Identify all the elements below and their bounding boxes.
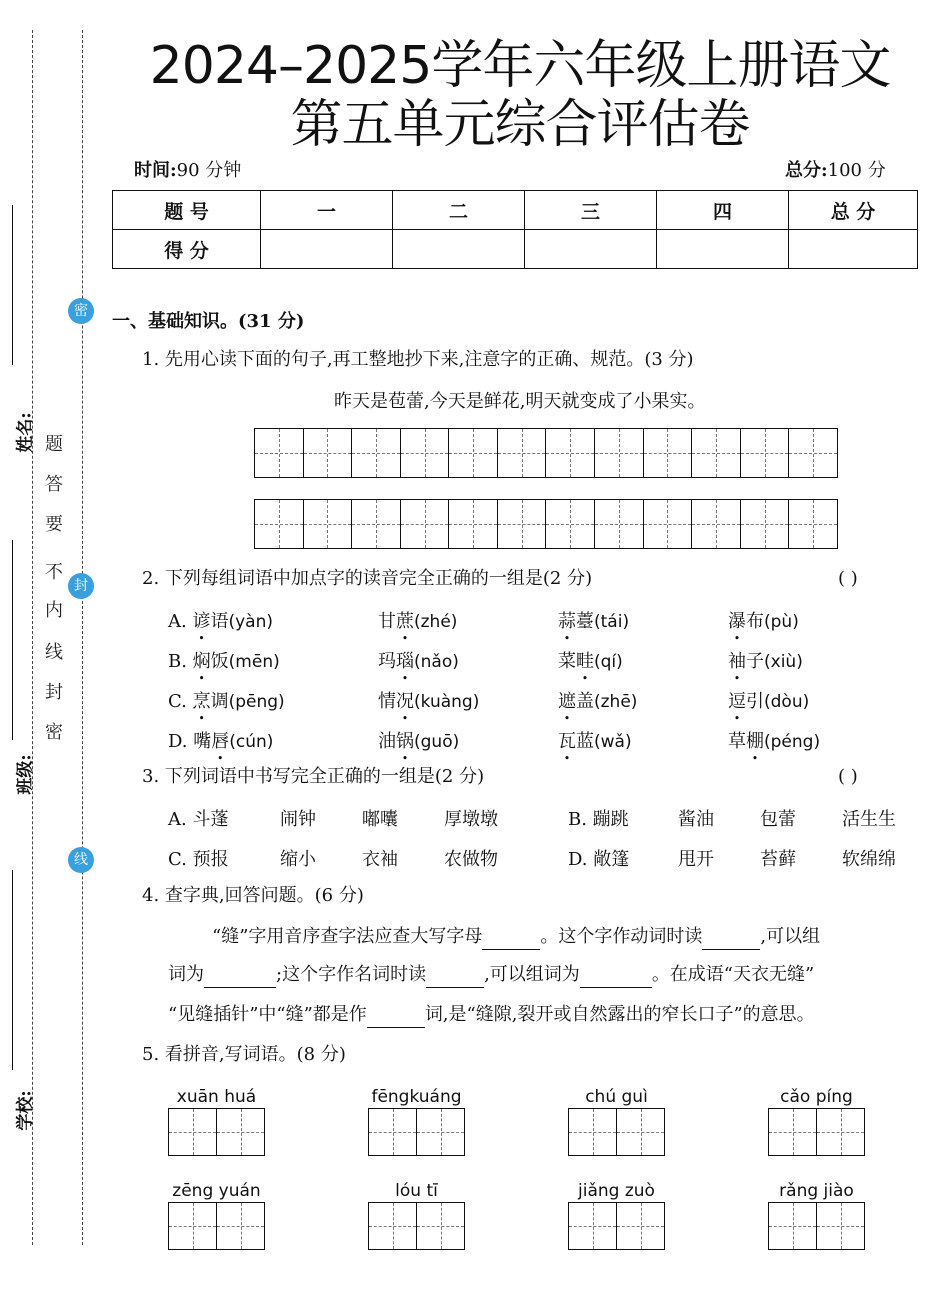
pinyin-reading: (yàn) [228,612,273,632]
warning-char: 密 [45,722,63,743]
q2-option [558,647,623,673]
dotted-char: 锅 [396,731,414,752]
character-boxes[interactable] [168,1202,265,1250]
q3-text: 3. 下列词语中书写完全正确的一组是(2 分) [142,766,485,787]
dotted-char: 棚 [746,731,764,752]
option-text: 情 [378,691,396,712]
option-text: D. 嘴 [168,731,212,752]
pinyin-reading: (pù) [764,612,799,632]
dotted-char: 蔗 [396,611,414,632]
pinyin-prompt: chú guì [585,1087,648,1107]
character-boxes[interactable] [768,1202,865,1250]
dotted-char: 袖 [728,651,746,672]
pinyin-prompt: fēngkuáng [371,1087,462,1107]
pinyin-prompt: lóu tī [395,1181,438,1201]
time-value: 90 分钟 [176,160,242,181]
q4-text-part: 词为 [168,964,204,985]
q2-option [378,607,457,633]
q4-blank[interactable] [580,963,652,988]
option-text: C. [168,691,193,712]
character-boxes[interactable] [168,1108,265,1156]
pinyin-reading: (cún) [229,732,274,752]
score-header-cell: 四 [657,191,789,230]
option-text: 布 [746,611,764,632]
dotted-char: 蒜 [558,611,576,632]
q4-text-part: 。这个字作动词时读 [540,926,703,947]
q4-text-part: ;这个字作名词时读 [276,964,427,985]
q1-text: 1. 先用心读下面的句子,再工整地抄下来,注意字的正确、规范。(3 分) [142,349,694,370]
score-cell[interactable] [393,230,525,269]
q1-sentence: 昨天是苞蕾,今天是鲜花,明天就变成了小果实。 [334,391,706,412]
score-header-cell: 一 [261,191,393,230]
warning-char: 题 [45,434,63,455]
q2-option [168,607,273,633]
q3-word: 嘟囔 [362,809,398,830]
school-label: 学校: [15,1090,36,1131]
pinyin-reading: (dòu) [764,692,810,712]
q2-option [168,727,273,753]
q4-blank[interactable] [482,925,540,950]
seal-feng: 封 [68,573,94,599]
option-text: 蓝 [576,731,594,752]
pinyin-writing-box[interactable] [768,1180,865,1250]
q4-blank[interactable] [702,925,760,950]
pinyin-reading: (mēn) [228,652,280,672]
q4-text: 4. 查字典,回答问题。(6 分) [142,885,364,906]
option-text: 玛 [378,651,396,672]
dotted-char: 谚 [192,611,211,632]
option-text: 草 [728,731,746,752]
q2-option [728,727,820,753]
q4-text-part: “见缝插针”中“缝”都是作 [168,1004,367,1025]
pinyin-reading: (zhé) [414,612,458,632]
warning-char: 内 [45,600,63,621]
option-text: B. [168,651,193,672]
q2-option [728,687,809,713]
q3-word: D. 敞篷 [568,849,630,870]
score-row-label: 得 分 [113,230,261,269]
option-text: 子 [746,651,764,672]
score-table [112,190,918,269]
q3-word: 包蕾 [760,809,796,830]
score-cell[interactable] [789,230,918,269]
dotted-char: 瑙 [396,651,414,672]
character-boxes[interactable] [768,1108,865,1156]
q3-word: 衣袖 [362,849,398,870]
q4-text-part: ,可以组 [760,926,821,947]
pinyin-writing-box[interactable] [168,1180,265,1250]
pinyin-writing-box[interactable] [768,1086,865,1156]
dotted-char: 焖 [192,651,211,672]
pinyin-reading: (zhē) [594,692,638,712]
warning-char: 要 [45,514,63,535]
q3-word: 酱油 [678,809,714,830]
warning-char: 封 [45,682,63,703]
character-boxes[interactable] [568,1202,665,1250]
q3-word: 缩小 [280,849,316,870]
q4-line1 [212,925,820,950]
page-title-line1: 2024–2025学年六年级上册语文 [149,36,891,96]
option-text: A. [168,611,193,632]
q4-line3 [168,1003,815,1028]
option-text: 菜 [558,651,576,672]
q4-blank[interactable] [204,963,276,988]
score-header-row [113,191,918,230]
name-label: 姓名: [15,412,36,453]
q2-answer-paren[interactable]: ( ) [838,568,858,589]
q1-writing-grid-1[interactable] [254,428,838,478]
dotted-char: 瀑 [728,611,746,632]
q2-option [558,687,637,713]
q3-word: 软绵绵 [842,849,896,870]
q4-text-part: 。在成语“天衣无缝” [651,964,815,985]
pinyin-reading: (xiù) [764,652,803,672]
total-value: 100 分 [827,160,886,181]
dotted-char: 瓦 [558,731,576,752]
binding-line-outer [32,30,33,1245]
total-label: 总分: [785,160,828,181]
seal-mi: 密 [68,298,94,324]
pinyin-reading: (kuàng) [414,692,480,712]
q4-text-part: “缝”字用音序查字法应查大写字母 [212,926,483,947]
pinyin-writing-box[interactable] [368,1086,465,1156]
q2-option [378,727,459,753]
pinyin-reading: (tái) [594,612,630,632]
score-cell[interactable] [657,230,789,269]
pinyin-prompt: xuān huá [176,1087,257,1107]
pinyin-writing-box[interactable] [568,1180,665,1250]
option-text: 甘 [378,611,396,632]
pinyin-reading: (péng) [764,732,821,752]
warning-char: 线 [45,642,63,663]
pinyin-reading: (wǎ) [594,732,632,752]
warning-char: 不 [45,562,63,583]
q4-blank[interactable] [367,1003,425,1028]
school-field-line [12,870,13,1070]
option-text: 调 [210,691,229,712]
option-text: 饭 [210,651,229,672]
class-label: 班级: [15,754,36,795]
pinyin-prompt: cǎo píng [780,1087,853,1107]
pinyin-prompt: jiǎng zuò [578,1181,655,1201]
pinyin-writing-box[interactable] [568,1086,665,1156]
dotted-char: 遮 [558,691,576,712]
q3-word: 农做物 [444,849,498,870]
dotted-char: 唇 [211,731,230,752]
pinyin-reading: (pēng) [228,692,285,712]
q1-writing-grid-2[interactable] [254,499,838,549]
q2-option [168,687,285,713]
q2-option [558,727,632,753]
character-boxes[interactable] [368,1108,465,1156]
pinyin-prompt: rǎng jiào [779,1181,854,1201]
score-header-cell: 总 分 [789,191,918,230]
score-cell[interactable] [525,230,657,269]
option-text: 盖 [576,691,594,712]
q4-text-part: ,可以组词为 [484,964,580,985]
q5-text: 5. 看拼音,写词语。(8 分) [142,1044,346,1065]
page-title-line2: 第五单元综合评估卷 [290,95,750,155]
q2-option [728,607,799,633]
pinyin-reading: (qí) [594,652,623,672]
q3-word: A. 斗蓬 [168,809,229,830]
q2-option [378,647,459,673]
q3-word: B. 蹦跳 [568,809,629,830]
option-text: 引 [746,691,764,712]
dotted-char: 烹 [192,691,211,712]
warning-char: 答 [45,474,63,495]
total-info [785,156,886,182]
binding-line-inner [82,30,83,1245]
option-text: 语 [210,611,229,632]
q3-word: 苔藓 [760,849,796,870]
pinyin-reading: (nǎo) [414,652,459,672]
score-header-cell: 三 [525,191,657,230]
q3-word: 厚墩墩 [444,809,498,830]
q3-answer-paren[interactable]: ( ) [838,766,858,787]
class-field-line [12,540,13,740]
q4-line2 [168,963,814,988]
q2-option [728,647,803,673]
q2-option [378,687,479,713]
q4-text-part: 词,是“缝隙,裂开或自然露出的窄长口子”的意思。 [424,1004,815,1025]
q3-word: 闹钟 [280,809,316,830]
q3-word: 活生生 [842,809,896,830]
time-info [134,156,241,182]
pinyin-writing-box[interactable] [168,1086,265,1156]
pinyin-prompt: zēng yuán [172,1181,261,1201]
dotted-char: 况 [396,691,414,712]
q3-word: 甩开 [678,849,714,870]
q3-word: C. 预报 [168,849,229,870]
pinyin-writing-box[interactable] [368,1180,465,1250]
option-text: 油 [378,731,396,752]
option-text: 薹 [576,611,594,632]
q2-option [168,647,280,673]
time-label: 时间: [134,160,177,181]
seal-xian: 线 [68,847,94,873]
dotted-char: 逗 [728,691,746,712]
q4-blank[interactable] [426,963,484,988]
character-boxes[interactable] [368,1202,465,1250]
q2-option [558,607,629,633]
character-boxes[interactable] [568,1108,665,1156]
score-value-row [113,230,918,269]
section1-title: 一、基础知识。(31 分) [112,311,305,332]
pinyin-reading: (guō) [414,732,460,752]
q2-text: 2. 下列每组词语中加点字的读音完全正确的一组是(2 分) [142,568,593,589]
score-header-cell: 二 [393,191,525,230]
score-cell[interactable] [261,230,393,269]
score-header-cell: 题 号 [113,191,261,230]
dotted-char: 畦 [576,651,594,672]
name-field-line [12,205,13,365]
